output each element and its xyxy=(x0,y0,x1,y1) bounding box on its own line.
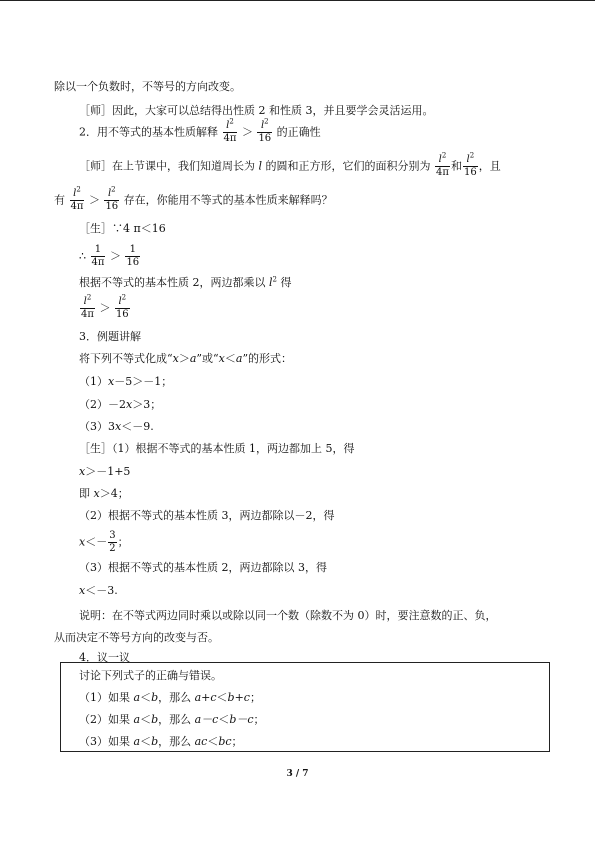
result-inequality: $\frac{l^2}{4\pi}$ ＞ $\frac{l^2}{16}$ xyxy=(81,293,129,320)
note-line-1: 说明：在不等式两边同时乘以或除以同一个数（除数不为 0）时，要注意数的正、负， xyxy=(79,609,497,622)
fraction-1-over-4pi: $\frac{1}{4\pi}$ xyxy=(91,244,105,268)
solution-3: （3）根据不等式的基本性质 2，两边都除以 3，得 xyxy=(79,561,327,574)
exercise-2: （2）－2x＞3； xyxy=(79,398,162,411)
paragraph-8: 根据不等式的基本性质 2，两边都乘以 $l^2$ 得 xyxy=(79,275,292,289)
heading-3: 3．例题讲解 xyxy=(79,330,141,343)
paragraph-2: ［师］因此，大家可以总结得出性质 2 和性质 3，并且要学会灵活运用。 xyxy=(79,104,434,117)
fraction-3-over-2: $\frac{3}{2}$ xyxy=(109,530,116,554)
therefore-line: ∴ $\frac{1}{4\pi}$ ＞ $\frac{1}{16}$ xyxy=(79,244,140,268)
solution-3-result: x＜－3. xyxy=(79,584,118,597)
solution-1: ［生］（1）根据不等式的基本性质 1，两边都加上 5，得 xyxy=(79,442,355,455)
note-line-2: 从而决定不等号方向的改变与否。 xyxy=(54,631,219,644)
page-number: 3 / 7 xyxy=(286,769,309,779)
exercise-3: （3）3x＜－9. xyxy=(79,420,154,433)
fraction-l2-over-4pi: $\frac{l^2}{4\pi}$ xyxy=(436,151,449,178)
box-item-2: （2）如果 a＜b，那么 a－c＜b－c； xyxy=(79,713,265,726)
solution-1-step: x＞－1+5 xyxy=(79,465,131,478)
heading-4: 4．议一议 xyxy=(79,651,130,664)
paragraph-5: 有 $\frac{l^2}{4\pi}$ ＞ $\frac{l^2}{16}$ 存在，你能用不等式的基本性质来解释吗？ xyxy=(54,185,333,212)
heading-2: 2．用不等式的基本性质解释 $\frac{l^2}{4\pi}$ ＞ $\frac{l^2}{16}$ 的正确性 xyxy=(79,117,321,144)
solution-2: （2）根据不等式的基本性质 3，两边都除以－2，得 xyxy=(79,509,335,522)
fraction-1-over-16: $\frac{1}{16}$ xyxy=(126,244,140,268)
fraction-l2-over-4pi: $\frac{l^2}{4\pi}$ xyxy=(223,117,237,144)
paragraph-11: 将下列不等式化成“x＞a”或“x＜a”的形式： xyxy=(79,352,293,365)
fraction-l2-over-16: $\frac{l^2}{16}$ xyxy=(105,185,119,212)
solution-1-result: 即 x＞4； xyxy=(79,487,129,500)
paragraph-1: 除以一个负数时，不等号的方向改变。 xyxy=(54,80,241,93)
box-item-1: （1）如果 a＜b，那么 a+c＜b+c； xyxy=(79,691,261,704)
paragraph-4: ［师］在上节课中，我们知道周长为 l 的圆和正方形，它们的面积分别为 $\frac{l^2}{4\pi}$ 和 $\frac{l^2}{16}$ ，且 xyxy=(79,151,501,178)
student-answer: ［生］∵4 π＜16 xyxy=(79,222,166,235)
fraction-l2-over-16: $\frac{l^2}{16}$ xyxy=(115,293,129,320)
fraction-l2-over-4pi: $\frac{l^2}{4\pi}$ xyxy=(70,185,84,212)
exercise-1: （1）x－5＞－1； xyxy=(79,375,173,388)
fraction-l2-over-16: $\frac{l^2}{16}$ xyxy=(463,151,477,178)
box-title: 讨论下列式子的正确与错误。 xyxy=(79,669,222,682)
box-item-3: （3）如果 a＜b，那么 ac＜bc； xyxy=(79,735,243,748)
solution-2-result: x＜－ $\frac{3}{2}$ ； xyxy=(79,530,129,554)
fraction-l2-over-16: $\frac{l^2}{16}$ xyxy=(258,117,272,144)
page-top-border xyxy=(0,0,595,1)
discussion-box xyxy=(60,662,550,752)
fraction-l2-over-4pi: $\frac{l^2}{4\pi}$ xyxy=(81,293,94,320)
